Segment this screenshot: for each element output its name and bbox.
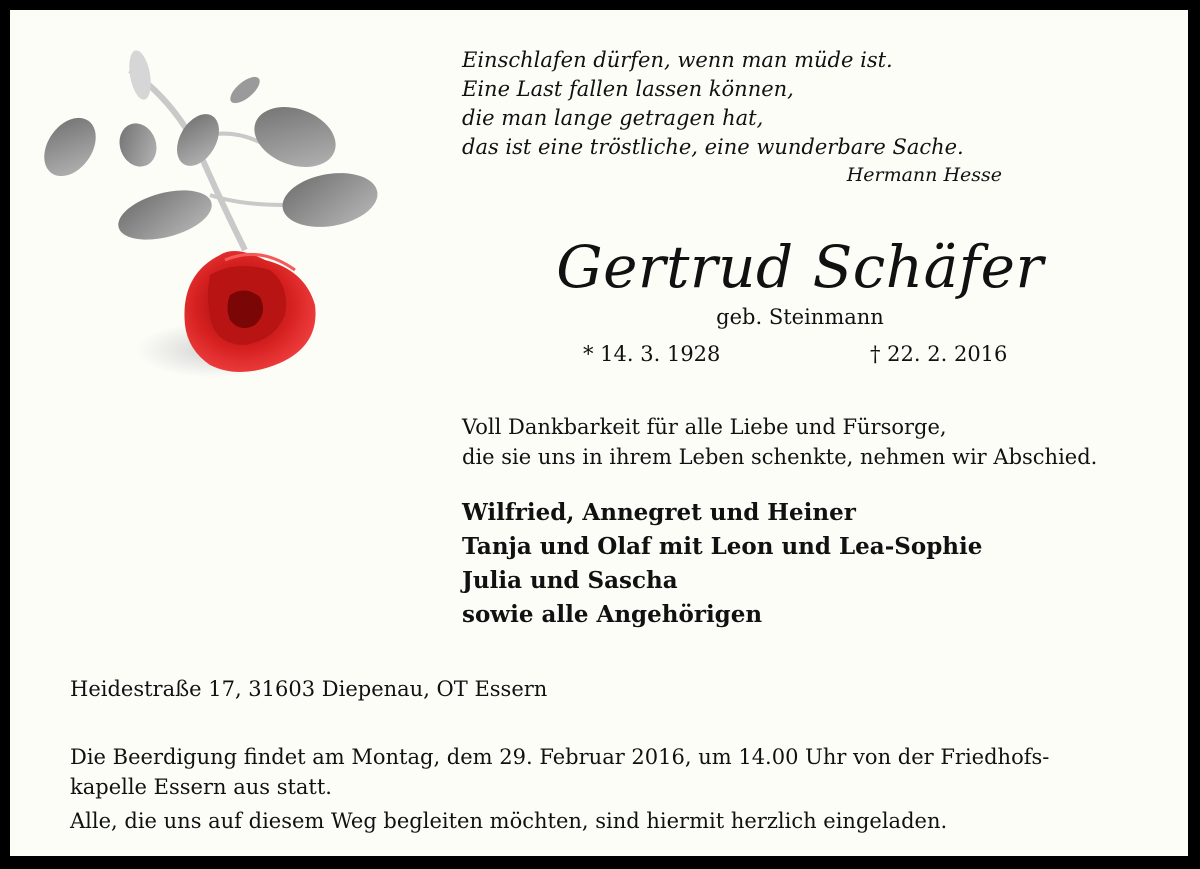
gratitude-line: Voll Dankbarkeit für alle Liebe und Fürsorge, [462,415,947,439]
deceased-name: Gertrud Schäfer [556,233,1044,301]
leaf [226,72,264,107]
funeral-line: kapelle Essern aus statt. [70,775,332,799]
family-list [462,496,1182,632]
leaf [278,166,382,234]
family-member: Wilfried, Annegret und Heiner [462,499,856,526]
address: Heidestraße 17, 31603 Diepenau, OT Essern [70,677,548,701]
funeral-line: Die Beerdigung findet am Montag, dem 29. Februar 2016, um 14.00 Uhr von der Friedhofs- [70,745,1050,769]
poem-line: das ist eine tröstliche, eine wunderbare Sache. [462,135,964,159]
leaf [34,108,107,186]
gratitude-text [462,412,1182,472]
funeral-notice [70,742,1170,802]
poem-line: die man lange getragen hat, [462,106,764,130]
obituary-card [10,10,1188,856]
family-member: sowie alle Angehörigen [462,601,763,628]
rose-illustration [30,45,390,390]
birth-name: geb. Steinmann [716,305,884,329]
leaf [113,181,217,248]
family-member: Julia und Sascha [462,567,678,594]
birth-date: * 14. 3. 1928 [583,342,721,366]
poem-line: Einschlafen dürfen, wenn man müde ist. [462,48,893,72]
leaf [114,118,163,172]
death-date: † 22. 2. 2016 [870,342,1008,366]
leaf [246,96,344,177]
family-member: Tanja und Olaf mit Leon und Lea-Sophie [462,533,983,560]
leaf [126,49,154,102]
poem [462,46,1002,189]
gratitude-line: die sie uns in ihrem Leben schenkte, nehmen wir Abschied. [462,445,1098,469]
poem-author: Hermann Hesse [846,164,1002,186]
poem-line: Eine Last fallen lassen können, [462,77,794,101]
invitation-text: Alle, die uns auf diesem Weg begleiten möchten, sind hiermit herzlich eingeladen. [70,809,948,833]
